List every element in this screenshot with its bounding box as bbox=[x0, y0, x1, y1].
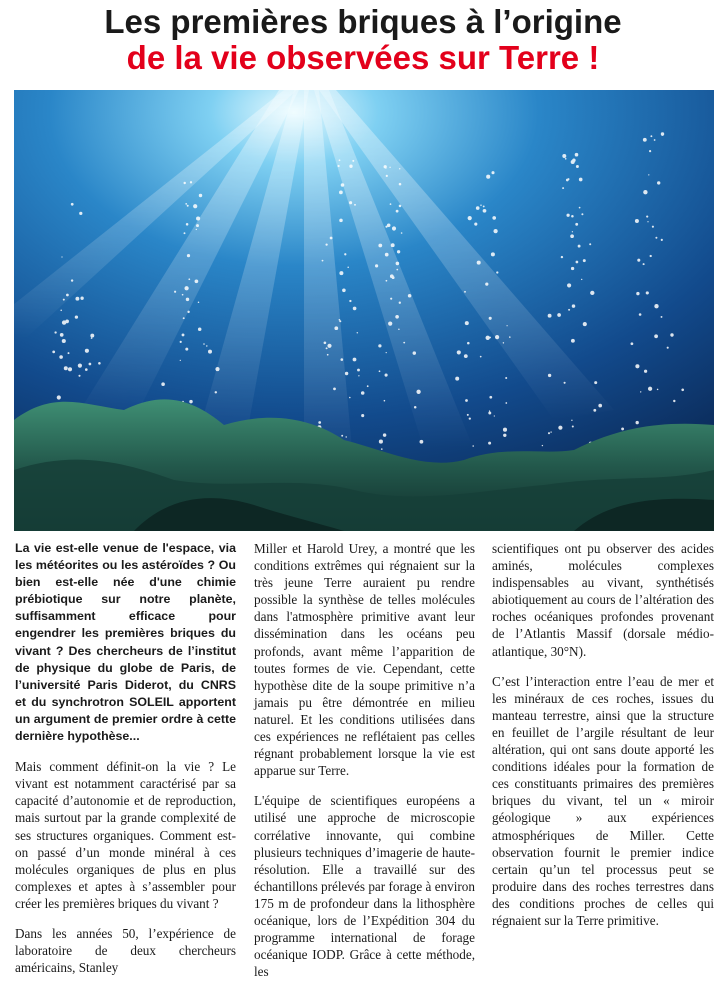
bubble bbox=[57, 395, 61, 399]
bubble bbox=[571, 420, 572, 421]
bubble bbox=[503, 342, 504, 343]
bubble bbox=[636, 421, 639, 424]
bubble bbox=[489, 396, 492, 399]
bubble bbox=[648, 387, 652, 391]
bubble bbox=[643, 263, 645, 265]
bubble bbox=[464, 291, 466, 293]
bubble bbox=[598, 404, 602, 408]
bubble bbox=[496, 271, 498, 273]
bubble bbox=[465, 321, 469, 325]
bubble bbox=[568, 178, 570, 180]
bubble bbox=[493, 229, 497, 233]
bubble bbox=[635, 364, 639, 368]
bubble bbox=[378, 244, 382, 248]
paragraph-4: C’est l’interaction entre l’eau de mer et les minéraux de ces roches, issues du manteau terrestre, ainsi que la structure en feuillet de l’argile résultant de leur altération, qui ont sans doute apporté les conditions idéales pour la formation de ces constituants primaires des premières briques du vivant, tel un « miroir géologique » aux expériences atmosphériques de Miller. Cette observation fournit le premier indice certain qu’un tel processus peut se produire dans des roches terrestres dans des conditions proches de celles qui régnaient sur la Terre primitive. bbox=[492, 673, 714, 928]
bubble bbox=[575, 153, 579, 157]
bubble bbox=[494, 415, 495, 416]
bubble bbox=[399, 183, 402, 186]
column-2 bbox=[254, 540, 475, 993]
bubble bbox=[571, 267, 574, 270]
bubble bbox=[390, 298, 392, 300]
paragraph-2-start: Dans les années 50, l’expérience de laboratoire de deux chercheurs américains, Stanley bbox=[15, 925, 236, 976]
paragraph-1: Mais comment définit-on la vie ? Le vivant est notamment caractérisé par sa capacité d’autonomie et de reproduction, mais surtout par la grande complexité de ses structures organiques. Comment est-on passé d’un monde minéral à ces molécules organiques de plus en plus complexes et aptes à s’assembler pour créer les premières briques du vivant ? bbox=[15, 759, 236, 911]
bubble bbox=[75, 297, 79, 301]
bubble bbox=[489, 410, 490, 411]
paragraph-3: L'équipe de scientifiques européens a utilisé une approche de microscopie corrélative innovante, qui combine plusieurs techniques d’imagerie de haute-résolution. Elle a travaillé sur des échantillons prélevés par forage à environ 175 m de profondeur dans la lithosphère océanique, lors de l’Expédition 304 du programme international de forage océanique IODP. Grâce à cette méthode, les bbox=[254, 793, 475, 980]
bubble bbox=[570, 234, 574, 238]
bubble bbox=[385, 167, 386, 168]
bubble bbox=[80, 297, 83, 300]
bubble bbox=[413, 351, 416, 354]
bubble bbox=[203, 343, 205, 345]
bubble bbox=[565, 158, 567, 160]
bubble bbox=[480, 356, 482, 358]
bubble bbox=[395, 315, 399, 319]
bubble bbox=[195, 279, 199, 283]
bubble bbox=[338, 165, 340, 167]
bubble bbox=[66, 294, 69, 297]
bubble bbox=[396, 262, 400, 266]
bubble bbox=[416, 390, 420, 394]
bubble bbox=[396, 210, 399, 213]
bubble bbox=[654, 139, 656, 141]
bubble bbox=[636, 292, 639, 295]
bubble bbox=[652, 226, 654, 228]
bubble bbox=[193, 204, 197, 208]
bubble bbox=[334, 326, 338, 330]
bubble bbox=[182, 333, 185, 336]
bubble bbox=[59, 355, 63, 359]
bubble bbox=[457, 350, 461, 354]
bubble bbox=[398, 328, 400, 330]
bubble bbox=[62, 339, 66, 343]
bubble bbox=[361, 391, 365, 395]
bubble bbox=[340, 358, 343, 361]
bubble bbox=[339, 159, 341, 161]
paragraph-3-continued: scientifiques ont pu observer des acides aminés, molécules complexes indispensables au vivant, synthétisés abiotiquement au cours de l’altération des roches océaniques profondes provenant de l’Atlantis Massif (dorsale médio-atlantique, 30°N). bbox=[492, 541, 714, 659]
paragraph-2-continued: Miller et Harold Urey, a montré que les conditions extrêmes qui régnaient sur la très jeune Terre auraient pu rendre possible la synthèse de telles molécules dans l'atmosphère primitive avant leur dissémination dans les océans peu profonds, avant même l’apparition de toutes formes de vie. Cependant, cette hypothèse dite de la soupe primitive n’a jamais pu être démontrée en milieu naturel. Et les conditions utilisées dans ces expériences ne reflétaient pas celles régnant probablement lorsque la vie est apparue sur Terre. bbox=[254, 541, 475, 779]
bubble bbox=[349, 300, 351, 302]
bubble bbox=[349, 201, 352, 204]
bubble bbox=[71, 279, 73, 281]
bubble bbox=[640, 391, 641, 392]
bubble bbox=[339, 219, 343, 223]
bubble bbox=[180, 341, 182, 343]
bubble bbox=[491, 171, 494, 174]
bubble bbox=[667, 347, 669, 349]
bubble bbox=[75, 315, 78, 318]
bubble bbox=[183, 182, 185, 184]
bubble bbox=[486, 336, 490, 340]
bubble bbox=[187, 311, 189, 313]
bubble bbox=[196, 216, 200, 220]
bubble bbox=[548, 314, 552, 318]
bubble bbox=[399, 168, 400, 169]
bubble bbox=[581, 213, 583, 215]
bubble bbox=[476, 206, 480, 210]
bubble bbox=[358, 375, 359, 376]
bubble bbox=[206, 345, 207, 346]
bubble bbox=[572, 231, 573, 232]
bubble bbox=[670, 333, 673, 336]
bubble bbox=[188, 278, 190, 280]
bubble bbox=[71, 203, 74, 206]
title-line-1: Les premières briques à l’origine bbox=[104, 3, 622, 40]
bubble bbox=[650, 255, 652, 257]
bubble bbox=[639, 313, 642, 316]
bubble bbox=[189, 400, 192, 403]
bubble bbox=[379, 440, 383, 444]
bubble bbox=[326, 347, 328, 349]
bubble bbox=[182, 294, 184, 296]
bubble bbox=[655, 237, 657, 239]
bubble bbox=[480, 205, 481, 206]
bubble bbox=[385, 374, 388, 377]
bubble bbox=[54, 331, 56, 333]
bubble bbox=[78, 364, 82, 368]
bubble bbox=[349, 397, 351, 399]
bubble bbox=[215, 367, 219, 371]
bubble bbox=[378, 344, 381, 347]
bubble bbox=[339, 319, 341, 321]
bubble bbox=[464, 354, 468, 358]
bubble bbox=[385, 226, 387, 228]
bubble bbox=[379, 370, 381, 372]
bubble bbox=[657, 389, 659, 391]
bubble bbox=[558, 426, 562, 430]
bubble bbox=[381, 448, 383, 450]
bubble bbox=[345, 372, 348, 375]
bubble bbox=[681, 388, 684, 391]
bubble bbox=[583, 322, 587, 326]
bubble bbox=[579, 178, 583, 182]
bubble bbox=[548, 374, 551, 377]
bubble bbox=[215, 391, 217, 393]
bubble bbox=[208, 350, 212, 354]
bubble bbox=[367, 385, 369, 387]
bubble bbox=[654, 334, 658, 338]
bubble bbox=[90, 334, 94, 338]
bubble bbox=[589, 243, 591, 245]
lead-paragraph: La vie est-elle venue de l'espace, via les météorites ou les astéroïdes ? Ou bien est-elle née d'une chimie prébiotique sur notre planète, suffisamment efficace pour engendrer les premières briques du vivant ? Des chercheurs de l’institut de physique du globe de Paris, de l’université Paris Diderot, du CNRS et du synchrotron SOLEIL apportent un argument de premier ordre à cette dernière hypothèse... bbox=[15, 541, 236, 744]
title-line-2: de la vie observées sur Terre ! bbox=[126, 39, 600, 76]
bubble bbox=[342, 289, 346, 293]
bubble bbox=[389, 167, 390, 168]
bubble bbox=[361, 414, 364, 417]
bubble bbox=[576, 165, 579, 168]
bubble bbox=[354, 204, 356, 206]
bubble bbox=[486, 175, 490, 179]
bubble bbox=[349, 165, 352, 168]
bubble bbox=[390, 274, 394, 278]
bubble bbox=[657, 181, 660, 184]
bubble bbox=[392, 226, 396, 230]
bubble bbox=[183, 317, 185, 319]
bubble bbox=[79, 212, 82, 215]
bubble bbox=[322, 260, 324, 262]
bubble bbox=[391, 243, 395, 247]
bubble bbox=[568, 309, 570, 311]
bubble bbox=[341, 183, 345, 187]
bubble bbox=[557, 313, 561, 317]
bubble bbox=[198, 328, 202, 332]
bubble bbox=[631, 342, 634, 345]
bubble bbox=[384, 400, 386, 402]
bubble bbox=[185, 203, 187, 205]
bubble bbox=[161, 382, 165, 386]
bubble bbox=[184, 286, 188, 290]
bubble bbox=[196, 224, 199, 227]
bubble bbox=[648, 174, 649, 175]
bubble bbox=[562, 154, 566, 158]
bubble bbox=[649, 150, 651, 152]
bubble bbox=[661, 239, 663, 241]
bubble bbox=[397, 250, 400, 253]
bubble bbox=[353, 358, 357, 362]
bubble bbox=[352, 160, 354, 162]
bubble bbox=[650, 135, 652, 137]
bubble bbox=[375, 264, 378, 267]
bubble bbox=[594, 381, 597, 384]
bubble bbox=[465, 399, 468, 402]
bubble bbox=[564, 382, 566, 384]
bubble bbox=[68, 352, 70, 354]
bubble bbox=[474, 223, 477, 226]
bubble bbox=[98, 362, 101, 365]
bubble bbox=[576, 261, 579, 264]
bubble bbox=[68, 367, 72, 371]
bubble bbox=[661, 133, 663, 135]
underwater-illustration bbox=[14, 90, 714, 531]
bubble bbox=[472, 445, 474, 447]
bubble bbox=[52, 351, 55, 354]
bubble bbox=[503, 434, 506, 437]
bubble bbox=[89, 363, 92, 366]
bubble bbox=[571, 215, 574, 218]
bubble bbox=[386, 280, 388, 282]
bubble bbox=[186, 298, 189, 301]
bubble bbox=[187, 205, 189, 207]
bubble bbox=[572, 304, 575, 307]
bubble bbox=[383, 433, 386, 436]
bubble bbox=[550, 431, 551, 432]
bubble bbox=[399, 205, 402, 208]
column-1 bbox=[15, 540, 236, 989]
bubble bbox=[673, 400, 675, 402]
bubble bbox=[483, 205, 485, 207]
bubble bbox=[579, 207, 581, 209]
bubble bbox=[347, 266, 349, 268]
bubble bbox=[61, 256, 62, 257]
bubble bbox=[505, 377, 507, 379]
bubble bbox=[327, 354, 329, 356]
bubble bbox=[190, 181, 192, 183]
bubble bbox=[396, 269, 398, 271]
bubble bbox=[60, 310, 62, 312]
bubble bbox=[637, 259, 640, 262]
bubble bbox=[590, 291, 594, 295]
bubble bbox=[572, 425, 574, 427]
bubble bbox=[357, 369, 360, 372]
bubble bbox=[414, 406, 417, 409]
bubble bbox=[357, 332, 358, 333]
bubble bbox=[467, 414, 469, 416]
bubble bbox=[654, 304, 658, 308]
bubble bbox=[485, 282, 488, 285]
bubble bbox=[401, 232, 403, 234]
bubble bbox=[78, 375, 80, 377]
bubble bbox=[575, 223, 578, 226]
bubble bbox=[644, 370, 647, 373]
bubble bbox=[489, 317, 492, 320]
bubble bbox=[488, 412, 491, 415]
article-title bbox=[0, 4, 726, 76]
bubble bbox=[339, 191, 343, 195]
bubble bbox=[643, 190, 647, 194]
bubble bbox=[542, 445, 543, 446]
bubble bbox=[403, 342, 405, 344]
bubble bbox=[85, 349, 89, 353]
bubble bbox=[467, 342, 470, 345]
bubble bbox=[492, 216, 496, 220]
bubble bbox=[385, 253, 389, 257]
bubble bbox=[571, 339, 575, 343]
bubble bbox=[333, 388, 336, 391]
bubble bbox=[327, 344, 331, 348]
bubble bbox=[199, 194, 202, 197]
bubble bbox=[506, 325, 507, 326]
bubble bbox=[196, 229, 197, 230]
bubble bbox=[330, 237, 333, 240]
column-3 bbox=[492, 540, 714, 942]
bubble bbox=[647, 221, 648, 222]
bubble bbox=[505, 402, 507, 404]
bubble bbox=[399, 302, 401, 304]
bubble bbox=[468, 216, 472, 220]
bubble bbox=[581, 279, 582, 280]
underwater-photo bbox=[14, 90, 714, 531]
bubble bbox=[643, 138, 647, 142]
bubble bbox=[60, 333, 64, 337]
bubble bbox=[186, 223, 189, 226]
bubble bbox=[548, 432, 550, 434]
bubble bbox=[646, 216, 648, 218]
bubble bbox=[62, 320, 66, 324]
bubble bbox=[345, 436, 346, 437]
bubble bbox=[489, 337, 491, 339]
bubble bbox=[180, 360, 181, 361]
bubble bbox=[341, 435, 343, 437]
bubble bbox=[198, 302, 200, 304]
bubble bbox=[386, 175, 388, 177]
bubble bbox=[187, 254, 190, 257]
bubble bbox=[388, 321, 392, 325]
bubble bbox=[344, 253, 346, 255]
bubble bbox=[635, 219, 639, 223]
bubble bbox=[420, 440, 424, 444]
bubble bbox=[503, 428, 507, 432]
bubble bbox=[593, 409, 596, 412]
bubble bbox=[621, 427, 624, 430]
bubble bbox=[455, 377, 459, 381]
bubble bbox=[325, 243, 327, 245]
bubble bbox=[483, 209, 487, 213]
bubble bbox=[578, 245, 581, 248]
bubble bbox=[491, 252, 495, 256]
bubble bbox=[184, 232, 186, 234]
bubble bbox=[390, 203, 392, 205]
bubble bbox=[566, 214, 569, 217]
bubble bbox=[572, 158, 576, 162]
bubble bbox=[63, 299, 65, 301]
bubble bbox=[318, 421, 321, 424]
bubble bbox=[561, 256, 563, 258]
bubble bbox=[64, 366, 68, 370]
bubble bbox=[509, 336, 511, 338]
bubble bbox=[174, 291, 176, 293]
bubble bbox=[353, 307, 357, 311]
bubble bbox=[495, 335, 499, 339]
bubble bbox=[488, 442, 491, 445]
bubble bbox=[583, 259, 586, 262]
bubble bbox=[185, 348, 188, 351]
bubble bbox=[562, 187, 564, 189]
bubble bbox=[408, 294, 412, 298]
bubble bbox=[324, 341, 327, 344]
bubble bbox=[661, 316, 663, 318]
bubble bbox=[85, 368, 88, 371]
bubble bbox=[469, 417, 471, 419]
bubble bbox=[646, 291, 649, 294]
bubble bbox=[339, 271, 343, 275]
bubble bbox=[477, 261, 481, 265]
bubble bbox=[567, 283, 571, 287]
bubble bbox=[386, 352, 387, 353]
